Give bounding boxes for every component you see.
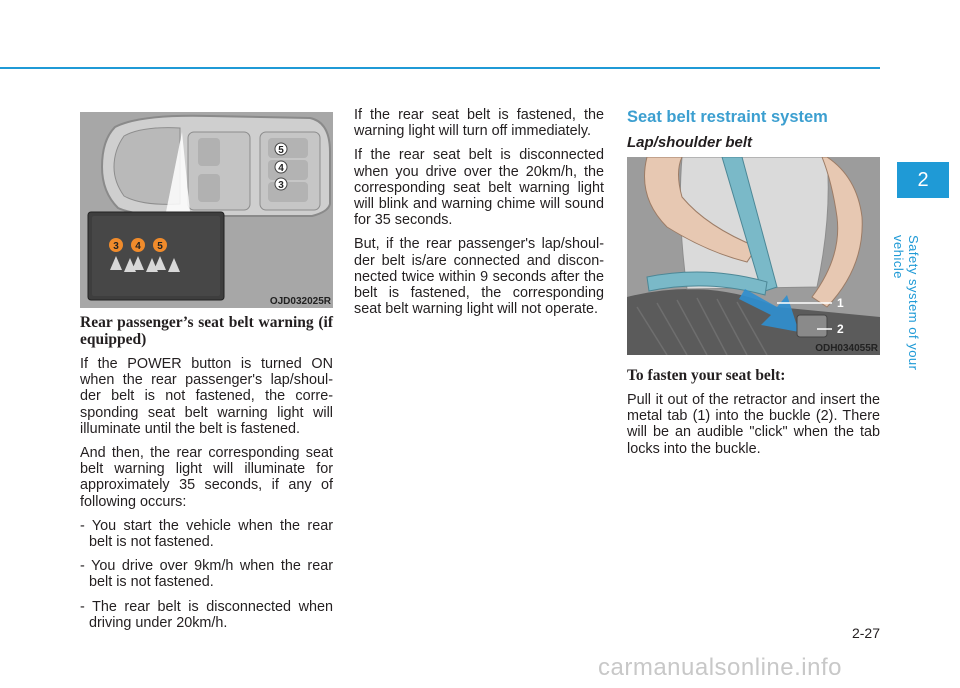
fastening-belt-illustration: [627, 157, 880, 355]
list-item: - You drive over 9km/h when the rear belt is not fastened.: [80, 558, 333, 591]
paragraph: Pull it out of the retractor and insert the metal tab (1) into the buckle (2). There will be an audible "click" when the tab locks into the buckle.: [627, 392, 880, 457]
middle-column: [354, 107, 604, 325]
figure-code: OJD032025R: [269, 296, 331, 307]
condition-list: [80, 518, 333, 631]
watermark: carmanualsonline.info: [598, 654, 842, 681]
section-title: Seat belt restraint system: [627, 108, 828, 126]
seat-number: 3: [278, 180, 284, 191]
indicator-number: 3: [113, 241, 119, 252]
rear-belt-warning-figure: [80, 112, 333, 308]
seat-number: 4: [278, 163, 284, 174]
subsection-title: Lap/shoulder belt: [627, 134, 753, 151]
seat-number: 5: [278, 145, 284, 156]
callout-number: 1: [837, 296, 844, 310]
paragraph: If the rear seat belt is fastened, the warning light will turn off immediately.: [354, 107, 604, 140]
paragraph: If the POWER button is turned ON when the rear passenger's lap/shoul-der belt is not fastened, the corre-sponding seat belt warning light will illuminate until the belt is fastened.: [80, 356, 333, 437]
header-rule: [0, 67, 880, 69]
indicator-number: 5: [157, 241, 163, 252]
section-heading: To fasten your seat belt:: [627, 367, 786, 384]
left-column: [80, 112, 333, 639]
page-number: 2-27: [851, 625, 880, 641]
indicator-number: 4: [135, 241, 141, 252]
car-top-view-illustration: [80, 112, 333, 308]
paragraph: But, if the rear passenger's lap/shoul-der belt is/are connected and discon-nected twice within 9 seconds after the belt is fastened, the corresponding seat belt warning light will not operate.: [354, 236, 604, 318]
chapter-title: Safety system of your vehicle: [891, 235, 921, 371]
paragraph: If the rear seat belt is disconnected when you drive over the 20km/h, the corresponding seat belt warning light will blink and warning chime will sound for 35 seconds.: [354, 147, 604, 229]
callout-number: 2: [837, 322, 844, 336]
list-item: - The rear belt is disconnected when driving under 20km/h.: [80, 598, 333, 631]
paragraph: And then, the rear corresponding seat belt warning light will illuminate for approximately 35 seconds, if any of following occurs:: [80, 445, 333, 510]
section-heading: Rear passenger’s seat belt warning (if equipped): [80, 314, 333, 348]
list-item: - You start the vehicle when the rear belt is not fastened.: [80, 517, 333, 551]
lap-shoulder-belt-figure: [627, 157, 880, 355]
chapter-tab: 2: [897, 162, 949, 198]
right-column: [627, 107, 880, 465]
figure-code: ODH034055R: [815, 343, 878, 354]
